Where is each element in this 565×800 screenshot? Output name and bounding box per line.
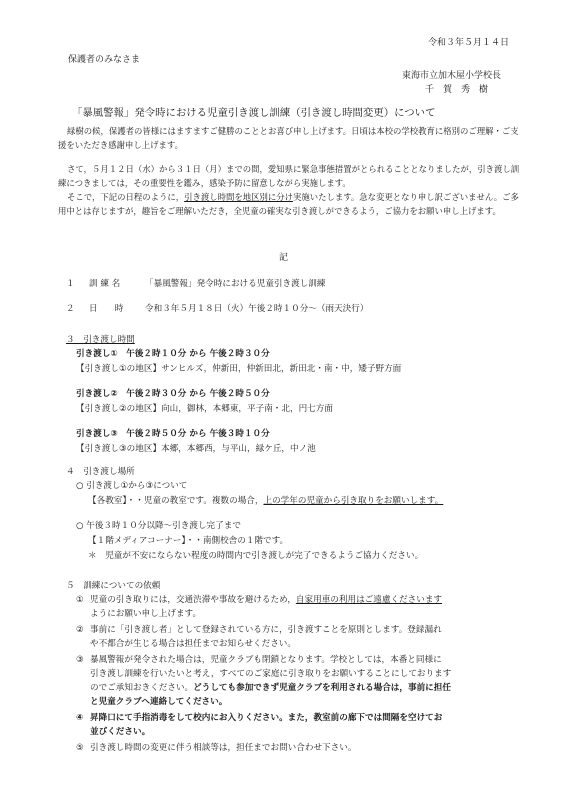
s3-item-1-areas: 【引き渡し①の地区】サンヒルズ，仲新田，仲新田北，新田北・南・中，矮子野方面 xyxy=(76,364,402,374)
s1-value: 「暴風警報」発令時における児童引き渡し訓練 xyxy=(145,279,326,289)
s5-item-5: ⑤ 引き渡し時間の変更に伴う相談等は，担任までお問い合わせ下さい。 xyxy=(76,743,357,753)
s5-item-3-line2: 引き渡し訓練を行いたいと考え，すべてのご家庭に引き取りをお願いすることにしております xyxy=(90,669,452,679)
s5-item-2-cont: や不都合が生じる場合は担任までお知らせください。 xyxy=(90,639,296,649)
s4-a-detail: 【各教室】・・児童の教室です。複数の場合，上の学年の児童から引き取りをお願いします。 xyxy=(88,496,444,506)
intro-paragraph-3: そこで，下記の日程のように，引き渡し時間を地区別に分け実施いたします。急な変更となり申し訳ございません。ご多用中とは存じますが，趣旨をご理解いただき，全児童の確実な引き渡しができるよう，ご協力をお願い申し上げます。 xyxy=(58,192,519,216)
s3-item-1-time: 引き渡し① 午後２時１０分 から 午後２時３０分 xyxy=(76,349,270,359)
intro-paragraph-2: さて，５月１２日（水）から３１日（月）までの間，愛知県に緊急事態措置がとられることとなりましたが，引き渡し訓練につきましては，その重要性を鑑み，感染予防に留意しながら実施します。 xyxy=(58,164,520,188)
s3-item-2-time: 引き渡し② 午後２時３０分 から 午後２時５０分 xyxy=(76,389,270,399)
s4-b-title: ○ 午後３時１０分以降～引き渡し完了まで xyxy=(76,521,241,531)
s4-heading: ４ 引き渡し場所 xyxy=(66,467,135,477)
s5-item-4-cont: 並びください。 xyxy=(90,727,151,737)
sender-organization: 東海市立加木屋小学校長 xyxy=(402,71,502,81)
s5-heading: ５ 訓練についての依頼 xyxy=(66,581,161,591)
s5-item-2: ② 事前に「引き渡し者」として登録されている方に，引き渡すことを原則とします。登録漏れ xyxy=(76,625,442,635)
s5-item-4: ④ 昇降口にて手指消毒をして校内にお入りください。また，教室前の廊下では間隔を空けてお xyxy=(76,713,443,723)
s3-heading: ３ 引き渡し時間 xyxy=(66,335,135,345)
s2-label: 日 時 xyxy=(89,304,124,314)
s5-item-1: ① 児童の引き取りには，交通渋滞や事故を避けるため，自家用車の利用はご遠慮くださいます xyxy=(76,595,443,605)
s3-item-3-time: 引き渡し③ 午後２時５０分 から 午後３時１０分 xyxy=(76,429,270,439)
sender-name: 千 賀 秀 樹 xyxy=(425,85,489,95)
s1-label: 訓 練 名 xyxy=(89,279,121,289)
s5-item-3-line4: と児童クラブへ連絡してください。 xyxy=(90,697,228,707)
ki-label: 記 xyxy=(279,253,289,263)
s2-value: 令和３年５月１８日（火）午後２時１０分～（雨天決行） xyxy=(145,304,369,314)
document-title: 「暴風警報」発令時における児童引き渡し訓練（引き渡し時間変更）について xyxy=(72,107,436,119)
s4-b-note: ＊ 児童が不安にならない程度の時間内で引き渡しが完了できるようご協力ください。 xyxy=(88,551,424,561)
intro-paragraph-1: 緑樹の候，保護者の皆様にはますますご健勝のこととお喜び申し上げます。日頃は本校の学校教育に格別のご理解・ご支援をいただき感謝申し上げます。 xyxy=(58,126,519,150)
underlined-phrase: 引き渡し時間を地区別に分け xyxy=(184,192,293,202)
s4-a-title: ○ 引き渡し①から③について xyxy=(76,481,188,491)
s3-item-3-areas: 【引き渡し③の地区】本郷，本郷西，与平山，緑ケ丘，中ノ池 xyxy=(76,444,316,454)
s3-item-2-areas: 【引き渡し②の地区】向山，御林，本郷東，平子南・北，円七方面 xyxy=(76,404,333,414)
s5-item-3-line3: のでご承知おきください。どうしても参加できず児童クラブを利用される場合は，事前に担任 xyxy=(90,683,451,693)
recipient: 保護者のみなさま xyxy=(68,55,141,65)
s4-b-detail: 【１階メディアコーナー】・・南側校舎の１階です。 xyxy=(88,536,289,546)
s1-number: １ xyxy=(66,279,75,289)
document-date: 令和３年５月１４日 xyxy=(428,38,510,48)
s2-number: ２ xyxy=(66,304,75,314)
s5-item-1-cont: ようにお願い申し上げます。 xyxy=(90,609,202,619)
s5-item-3: ③ 暴風警報が発令された場合は，児童クラブも閉鎖となります。学校としては，本番と同様に xyxy=(76,655,442,665)
